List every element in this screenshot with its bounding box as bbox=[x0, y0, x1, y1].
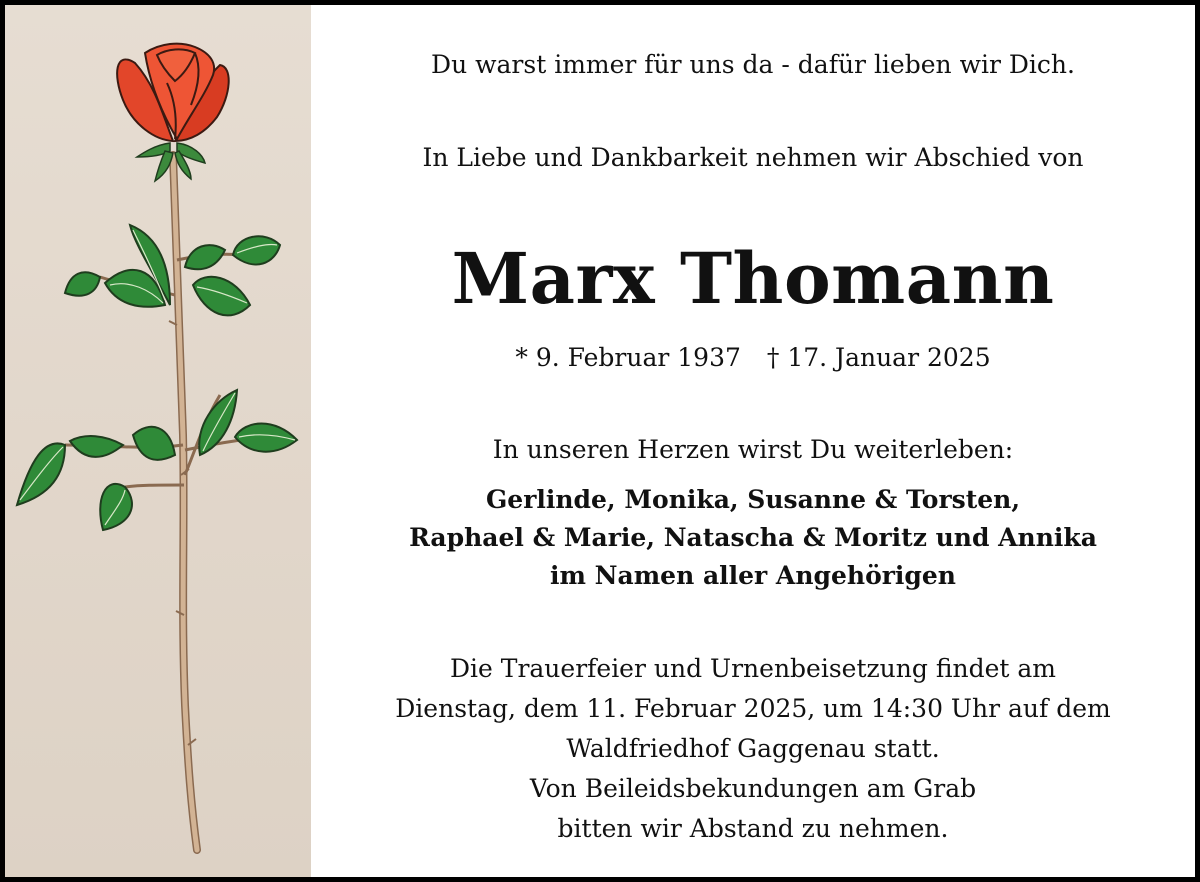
mourners-list bbox=[311, 481, 1195, 595]
life-dates bbox=[311, 343, 1195, 372]
remembrance-line: In unseren Herzen wirst Du weiterleben: bbox=[492, 435, 1014, 464]
farewell-intro: In Liebe und Dankbarkeit nehmen wir Abschied von bbox=[422, 143, 1084, 172]
ceremony-details bbox=[311, 649, 1195, 849]
red-rose-illustration bbox=[5, 5, 311, 877]
ceremony-line: Dienstag, dem 11. Februar 2025, um 14:30 Uhr auf dem bbox=[395, 694, 1111, 723]
birth-date: * 9. Februar 1937 bbox=[515, 343, 741, 372]
rose-panel bbox=[5, 5, 311, 877]
deceased-name: Marx Thomann bbox=[451, 237, 1055, 320]
notice-text bbox=[311, 5, 1195, 877]
ceremony-line: Waldfriedhof Gaggenau statt. bbox=[566, 734, 940, 763]
mourners-line: Gerlinde, Monika, Susanne & Torsten, bbox=[485, 485, 1021, 514]
ceremony-line: Von Beileidsbekundungen am Grab bbox=[529, 774, 977, 803]
mourners-line: im Namen aller Angehörigen bbox=[550, 561, 956, 590]
mourners-line: Raphael & Marie, Natascha & Moritz und Annika bbox=[409, 523, 1097, 552]
ceremony-line: bitten wir Abstand zu nehmen. bbox=[557, 814, 949, 843]
death-date: † 17. Januar 2025 bbox=[766, 343, 991, 372]
motto: Du warst immer für uns da - dafür lieben wir Dich. bbox=[431, 50, 1075, 79]
ceremony-line: Die Trauerfeier und Urnenbeisetzung findet am bbox=[449, 654, 1057, 683]
